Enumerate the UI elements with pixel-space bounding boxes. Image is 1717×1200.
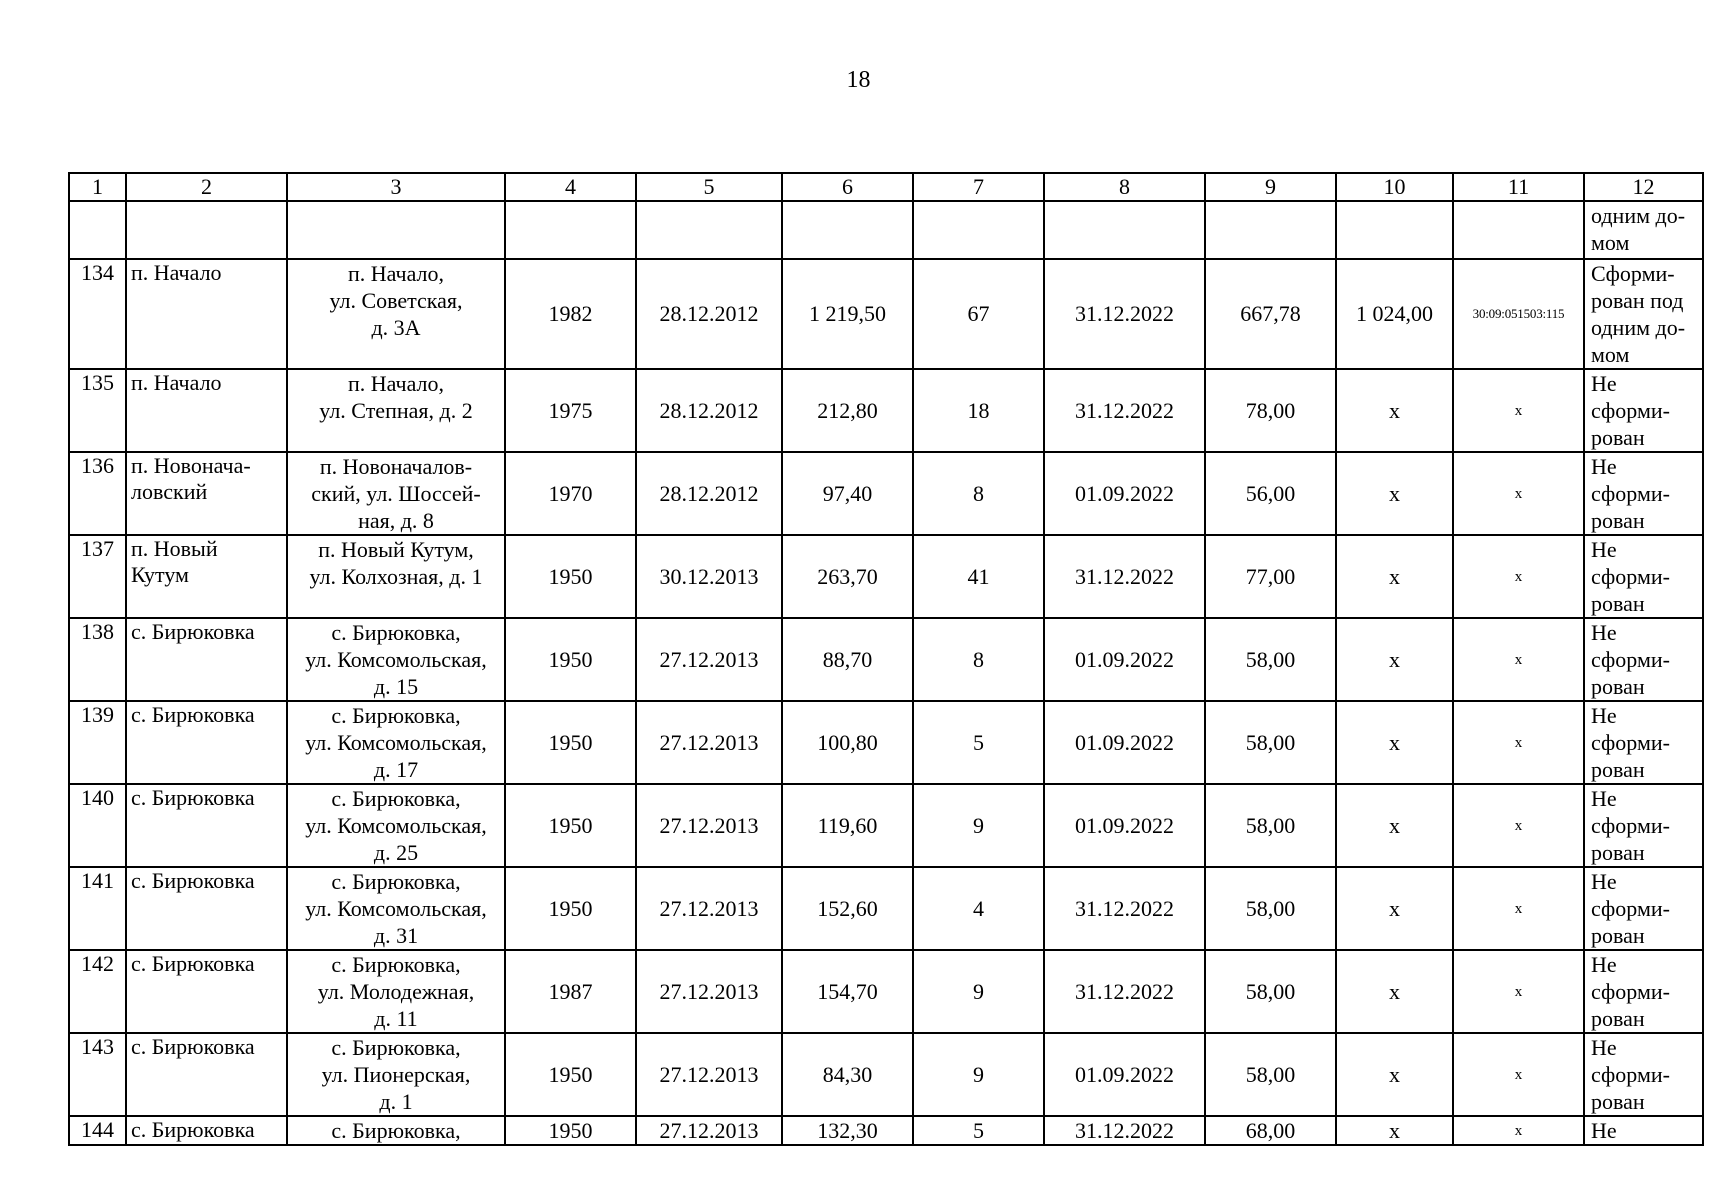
table-row [69, 259, 1703, 369]
cadastral-number-cell: х [1453, 1033, 1584, 1116]
cell-line: Сформи- [1591, 261, 1675, 286]
date2-cell: 31.12.2022 [1044, 1116, 1205, 1145]
row-number-cell: 141 [69, 867, 126, 950]
empty-cell [1336, 201, 1453, 259]
land-area-cell: х [1336, 784, 1453, 867]
cell-line: одним до- [1591, 203, 1686, 228]
table-row [69, 1116, 1703, 1145]
cell-line: Не [1591, 1035, 1617, 1060]
cell-line: д. 31 [373, 923, 419, 948]
table-row [69, 369, 1703, 452]
land-area-cell: х [1336, 618, 1453, 701]
status-cell [1584, 784, 1703, 867]
status-cell [1584, 259, 1703, 369]
cell-line: с. Бирюковка, [331, 1118, 461, 1143]
status-cell [1584, 1033, 1703, 1116]
date2-cell: 01.09.2022 [1044, 452, 1205, 535]
cell-line: ул. Степная, д. 2 [319, 398, 473, 423]
settlement-cell [126, 1033, 287, 1116]
empty-cell [1044, 201, 1205, 259]
status-cell [1584, 535, 1703, 618]
date-cell: 27.12.2013 [636, 867, 782, 950]
value-cell: 58,00 [1205, 1033, 1336, 1116]
settlement-cell [126, 369, 287, 452]
cadastral-number-cell: х [1453, 701, 1584, 784]
residents-cell: 5 [913, 701, 1044, 784]
empty-cell [1453, 201, 1584, 259]
cell-line: п. Новый Кутум, [318, 537, 474, 562]
year-cell: 1975 [505, 369, 636, 452]
year-cell: 1982 [505, 259, 636, 369]
residents-cell: 9 [913, 950, 1044, 1033]
settlement-cell [126, 1116, 287, 1145]
address-cell [287, 259, 505, 369]
land-area-cell: х [1336, 950, 1453, 1033]
residents-cell: 9 [913, 1033, 1044, 1116]
value-cell: 667,78 [1205, 259, 1336, 369]
year-cell: 1950 [505, 618, 636, 701]
status-cell [1584, 950, 1703, 1033]
address-cell [287, 369, 505, 452]
column-number-cell: 10 [1336, 173, 1453, 201]
address-cell [287, 784, 505, 867]
cadastral-number-cell: х [1453, 950, 1584, 1033]
cell-line: п. Начало [131, 260, 222, 285]
cell-line: рован [1591, 923, 1645, 948]
cell-line: с. Бирюковка [131, 1117, 255, 1142]
cell-line: сформи- [1591, 813, 1670, 838]
row-number-cell: 139 [69, 701, 126, 784]
column-number-cell: 3 [287, 173, 505, 201]
cell-line: п. Новоначалов- [319, 454, 473, 479]
column-number-cell: 2 [126, 173, 287, 201]
row-number-cell: 142 [69, 950, 126, 1033]
cell-line: рован [1591, 1006, 1645, 1031]
row-number-cell: 134 [69, 259, 126, 369]
land-area-cell: 1 024,00 [1336, 259, 1453, 369]
cell-line: п. Начало, [347, 261, 445, 286]
value-cell: 58,00 [1205, 784, 1336, 867]
cell-line: п. Новый [131, 536, 218, 561]
area-cell: 1 219,50 [782, 259, 913, 369]
empty-cell [1205, 201, 1336, 259]
settlement-cell [126, 535, 287, 618]
cadastral-number-cell: х [1453, 369, 1584, 452]
value-cell: 58,00 [1205, 701, 1336, 784]
cell-line: Не [1591, 620, 1617, 645]
column-number-cell: 5 [636, 173, 782, 201]
cadastral-number-cell: х [1453, 452, 1584, 535]
cell-line: ул. Колхозная, д. 1 [309, 564, 483, 589]
cell-line: ул. Пионерская, [321, 1062, 471, 1087]
date-cell: 28.12.2012 [636, 369, 782, 452]
year-cell: 1950 [505, 535, 636, 618]
cell-line: ул. Комсомольская, [305, 896, 487, 921]
land-area-cell: х [1336, 369, 1453, 452]
cell-line: д. 15 [373, 674, 419, 699]
value-cell: 78,00 [1205, 369, 1336, 452]
land-area-cell: х [1336, 452, 1453, 535]
column-number-row [69, 173, 1703, 201]
empty-cell [782, 201, 913, 259]
residents-cell: 5 [913, 1116, 1044, 1145]
date-cell: 27.12.2013 [636, 784, 782, 867]
date2-cell: 01.09.2022 [1044, 701, 1205, 784]
address-cell [287, 867, 505, 950]
settlement-cell [126, 950, 287, 1033]
residents-cell: 9 [913, 784, 1044, 867]
cell-line: рован [1591, 840, 1645, 865]
status-cell [1584, 452, 1703, 535]
cell-line: мом [1591, 342, 1630, 367]
cell-line: ул. Комсомольская, [305, 813, 487, 838]
status-cell [1584, 1116, 1703, 1145]
cell-line: с. Бирюковка [131, 868, 255, 893]
table-body [69, 173, 1703, 1145]
cell-line: с. Бирюковка [131, 619, 255, 644]
cell-line: одним до- [1591, 315, 1686, 340]
status-cell [1584, 369, 1703, 452]
date-cell: 28.12.2012 [636, 452, 782, 535]
table-row [69, 452, 1703, 535]
date-cell: 27.12.2013 [636, 1033, 782, 1116]
cadastral-number-cell: х [1453, 1116, 1584, 1145]
row-number-cell: 135 [69, 369, 126, 452]
table-row [69, 867, 1703, 950]
column-number-cell: 11 [1453, 173, 1584, 201]
cell-line: ул. Комсомольская, [305, 647, 487, 672]
cell-line: рован [1591, 591, 1645, 616]
year-cell: 1950 [505, 1033, 636, 1116]
cell-line: п. Начало [131, 370, 222, 395]
status-cell [1584, 701, 1703, 784]
date-cell: 27.12.2013 [636, 701, 782, 784]
empty-cell [69, 201, 126, 259]
empty-cell [505, 201, 636, 259]
residents-cell: 8 [913, 618, 1044, 701]
cell-line: ул. Молодежная, [317, 979, 475, 1004]
cell-line: п. Новонача- [131, 453, 251, 478]
date2-cell: 01.09.2022 [1044, 1033, 1205, 1116]
settlement-cell [126, 259, 287, 369]
land-area-cell: х [1336, 867, 1453, 950]
land-area-cell: х [1336, 701, 1453, 784]
date2-cell: 01.09.2022 [1044, 618, 1205, 701]
cell-line: сформи- [1591, 481, 1670, 506]
settlement-cell [126, 867, 287, 950]
cell-line: рован [1591, 425, 1645, 450]
column-number-cell: 4 [505, 173, 636, 201]
residents-cell: 18 [913, 369, 1044, 452]
value-cell: 56,00 [1205, 452, 1336, 535]
cell-line: сформи- [1591, 896, 1670, 921]
table-row [69, 1033, 1703, 1116]
cell-line: п. Начало, [347, 371, 445, 396]
cell-line: с. Бирюковка [131, 702, 255, 727]
address-cell [287, 701, 505, 784]
column-number-cell: 9 [1205, 173, 1336, 201]
cell-line: сформи- [1591, 979, 1670, 1004]
date2-cell: 31.12.2022 [1044, 535, 1205, 618]
cell-line: ул. Комсомольская, [305, 730, 487, 755]
cadastral-number-cell: 30:09:051503:115 [1453, 259, 1584, 369]
housing-registry-table [68, 172, 1704, 1146]
date2-cell: 31.12.2022 [1044, 369, 1205, 452]
cell-line: ский, ул. Шоссей- [311, 481, 481, 506]
cell-line: рован [1591, 508, 1645, 533]
cell-line: Кутум [131, 562, 189, 587]
cell-line: с. Бирюковка, [331, 952, 461, 977]
value-cell: 58,00 [1205, 950, 1336, 1033]
year-cell: 1950 [505, 1116, 636, 1145]
value-cell: 58,00 [1205, 618, 1336, 701]
date-cell: 28.12.2012 [636, 259, 782, 369]
column-number-cell: 1 [69, 173, 126, 201]
settlement-cell [126, 784, 287, 867]
cadastral-number-cell: х [1453, 784, 1584, 867]
land-area-cell: х [1336, 1033, 1453, 1116]
date2-cell: 01.09.2022 [1044, 784, 1205, 867]
cell-line: Не [1591, 454, 1617, 479]
area-cell: 154,70 [782, 950, 913, 1033]
residents-cell: 8 [913, 452, 1044, 535]
cell-line: сформи- [1591, 730, 1670, 755]
cell-line: сформи- [1591, 1062, 1670, 1087]
cell-line: с. Бирюковка [131, 1034, 255, 1059]
settlement-cell [126, 618, 287, 701]
cell-line: рован [1591, 674, 1645, 699]
value-cell: 58,00 [1205, 867, 1336, 950]
area-cell: 100,80 [782, 701, 913, 784]
cell-line: рован под [1591, 288, 1684, 313]
cadastral-number-cell: х [1453, 867, 1584, 950]
year-cell: 1950 [505, 867, 636, 950]
year-cell: 1987 [505, 950, 636, 1033]
row-number-cell: 137 [69, 535, 126, 618]
status-cell [1584, 201, 1703, 259]
residents-cell: 4 [913, 867, 1044, 950]
table-row [69, 535, 1703, 618]
value-cell: 77,00 [1205, 535, 1336, 618]
cell-line: Не [1591, 869, 1617, 894]
cell-line: Не [1591, 1118, 1617, 1143]
cell-line: с. Бирюковка, [331, 869, 461, 894]
settlement-cell [126, 701, 287, 784]
cell-line: ул. Советская, [329, 288, 463, 313]
address-cell [287, 1116, 505, 1145]
date2-cell: 31.12.2022 [1044, 867, 1205, 950]
address-cell [287, 1033, 505, 1116]
date-cell: 27.12.2013 [636, 618, 782, 701]
page-number: 18 [846, 67, 871, 93]
date2-cell: 31.12.2022 [1044, 950, 1205, 1033]
cell-line: с. Бирюковка [131, 951, 255, 976]
cell-line: д. 25 [373, 840, 419, 865]
date-cell: 27.12.2013 [636, 1116, 782, 1145]
cell-line: с. Бирюковка, [331, 620, 461, 645]
cell-line: Не [1591, 786, 1617, 811]
row-number-cell: 136 [69, 452, 126, 535]
cell-line: д. 17 [373, 757, 419, 782]
land-area-cell: х [1336, 1116, 1453, 1145]
residents-cell: 41 [913, 535, 1044, 618]
date2-cell: 31.12.2022 [1044, 259, 1205, 369]
column-number-cell: 7 [913, 173, 1044, 201]
table-row [69, 701, 1703, 784]
residents-cell: 67 [913, 259, 1044, 369]
area-cell: 132,30 [782, 1116, 913, 1145]
area-cell: 97,40 [782, 452, 913, 535]
year-cell: 1970 [505, 452, 636, 535]
cell-line: ная, д. 8 [358, 508, 434, 533]
cell-line: Не [1591, 537, 1617, 562]
row-number-cell: 144 [69, 1116, 126, 1145]
table-row [69, 950, 1703, 1033]
cell-line: с. Бирюковка, [331, 786, 461, 811]
area-cell: 263,70 [782, 535, 913, 618]
empty-cell [126, 201, 287, 259]
cell-line: сформи- [1591, 647, 1670, 672]
date-cell: 30.12.2013 [636, 535, 782, 618]
area-cell: 88,70 [782, 618, 913, 701]
cadastral-number-cell: х [1453, 618, 1584, 701]
cell-line: Не [1591, 952, 1617, 977]
continuation-row [69, 201, 1703, 259]
cell-line: с. Бирюковка, [331, 1035, 461, 1060]
cell-line: д. 1 [379, 1089, 413, 1114]
cell-line: д. 3А [371, 315, 421, 340]
column-number-cell: 12 [1584, 173, 1703, 201]
cell-line: д. 11 [374, 1006, 418, 1031]
cell-line: Не [1591, 371, 1617, 396]
cell-line: Не [1591, 703, 1617, 728]
value-cell: 68,00 [1205, 1116, 1336, 1145]
cadastral-number-cell: х [1453, 535, 1584, 618]
empty-cell [636, 201, 782, 259]
address-cell [287, 535, 505, 618]
cell-line: мом [1591, 230, 1630, 255]
row-number-cell: 140 [69, 784, 126, 867]
date-cell: 27.12.2013 [636, 950, 782, 1033]
cell-line: рован [1591, 757, 1645, 782]
column-number-cell: 8 [1044, 173, 1205, 201]
empty-cell [287, 201, 505, 259]
cell-line: сформи- [1591, 398, 1670, 423]
cell-line: с. Бирюковка, [331, 703, 461, 728]
area-cell: 84,30 [782, 1033, 913, 1116]
table-row [69, 618, 1703, 701]
status-cell [1584, 618, 1703, 701]
year-cell: 1950 [505, 784, 636, 867]
address-cell [287, 950, 505, 1033]
area-cell: 152,60 [782, 867, 913, 950]
cell-line: ловский [131, 479, 208, 504]
status-cell [1584, 867, 1703, 950]
area-cell: 119,60 [782, 784, 913, 867]
cell-line: с. Бирюковка [131, 785, 255, 810]
row-number-cell: 143 [69, 1033, 126, 1116]
address-cell [287, 618, 505, 701]
settlement-cell [126, 452, 287, 535]
area-cell: 212,80 [782, 369, 913, 452]
address-cell [287, 452, 505, 535]
cell-line: рован [1591, 1089, 1645, 1114]
row-number-cell: 138 [69, 618, 126, 701]
land-area-cell: х [1336, 535, 1453, 618]
cell-line: сформи- [1591, 564, 1670, 589]
empty-cell [913, 201, 1044, 259]
table-row [69, 784, 1703, 867]
year-cell: 1950 [505, 701, 636, 784]
column-number-cell: 6 [782, 173, 913, 201]
